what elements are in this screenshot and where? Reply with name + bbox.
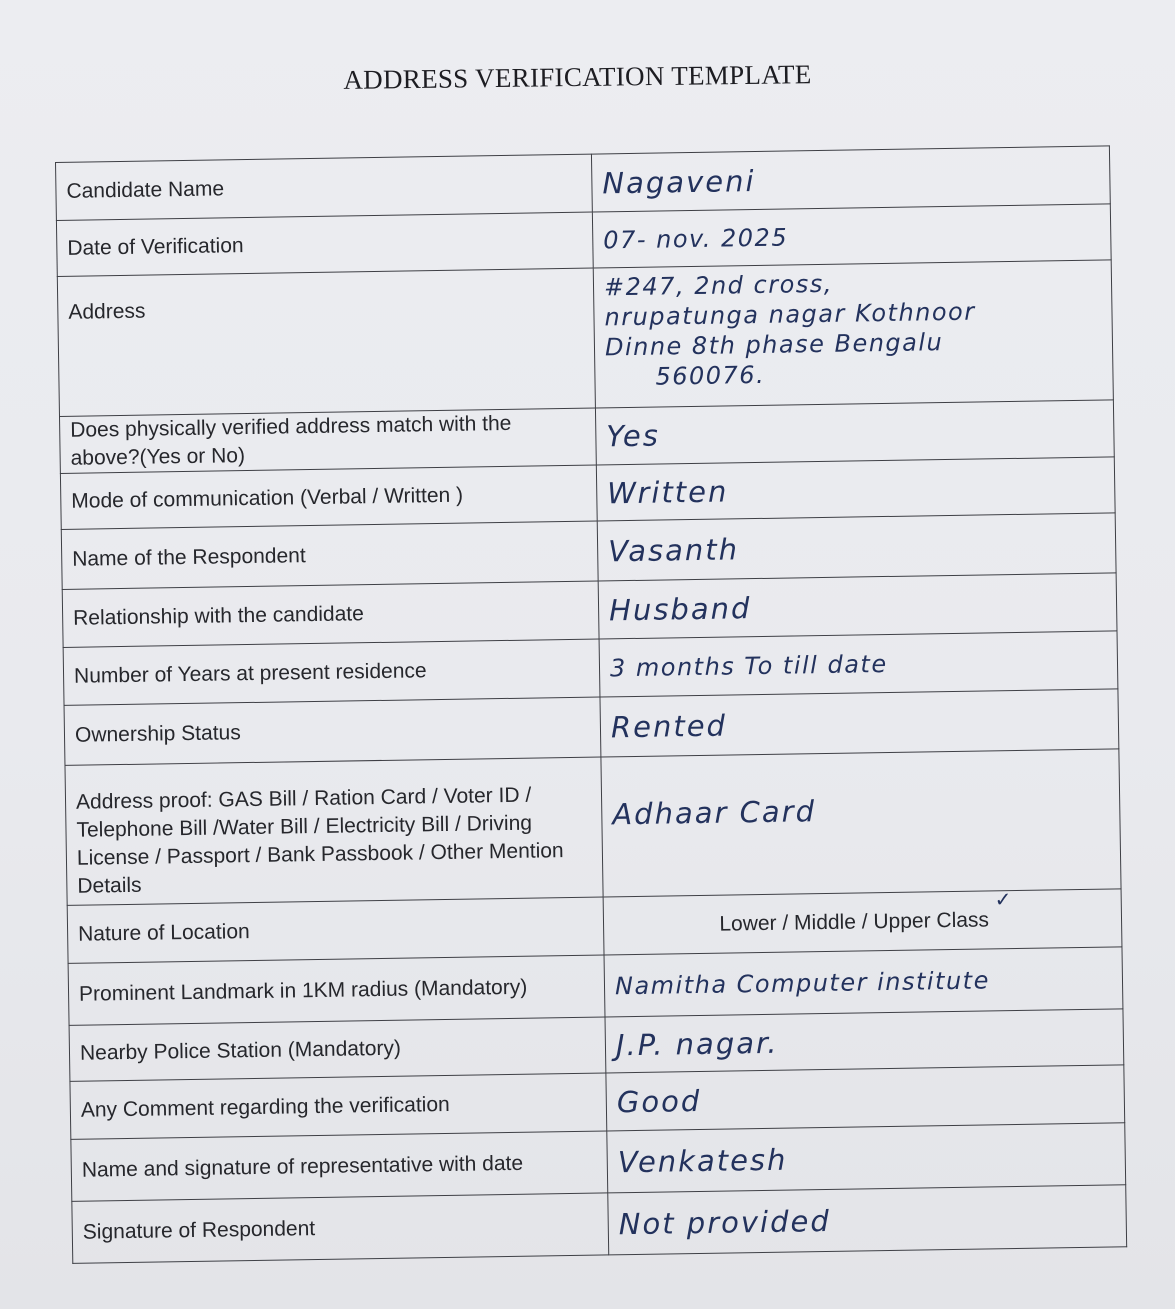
row-value: Namitha Computer institute xyxy=(604,947,1123,1017)
row-value: Written xyxy=(596,457,1115,521)
checkmark-icon: ✓ xyxy=(994,888,1012,911)
row-value-address xyxy=(593,260,1113,408)
row-label: Signature of Respondent xyxy=(72,1193,609,1263)
row-label: Nearby Police Station (Mandatory) xyxy=(69,1017,606,1081)
document-title: ADDRESS VERIFICATION TEMPLATE xyxy=(343,59,812,95)
row-label: Nature of Location xyxy=(67,897,604,963)
address-line: nrupatunga nagar Kothnoor xyxy=(604,297,976,332)
address-line: 560076. xyxy=(655,360,766,391)
row-label: Does physically verified address match with the above?(Yes or No) xyxy=(59,408,596,473)
row-label: Date of Verification xyxy=(56,212,593,276)
row-value: Husband xyxy=(598,573,1117,639)
row-label: Ownership Status xyxy=(64,697,601,765)
row-value: 3 months To till date xyxy=(599,631,1118,697)
row-label: Address xyxy=(57,268,595,416)
row-value: 07- nov. 2025 xyxy=(592,204,1111,268)
row-value-location-options xyxy=(603,889,1122,955)
row-label: Prominent Landmark in 1KM radius (Mandatory) xyxy=(68,955,605,1025)
row-label: Number of Years at present residence xyxy=(63,639,600,705)
row-value: Rented xyxy=(600,689,1119,757)
address-line: Dinne 8th phase Bengalu xyxy=(604,328,944,362)
row-value: Vasanth xyxy=(597,513,1116,581)
form-row-address xyxy=(57,260,1113,417)
verification-form-table xyxy=(55,145,1127,1263)
row-label: Mode of communication (Verbal / Written ) xyxy=(60,465,597,529)
row-label: Name and signature of representative with date xyxy=(71,1131,608,1201)
row-value: Nagaveni xyxy=(591,146,1110,212)
row-label: Address proof: GAS Bill / Ration Card / Voter ID / Telephone Bill /Water Bill / Electricity Bill / Driving License / Passport / Bank Passbook / Other Mention Details xyxy=(65,757,603,905)
form-row-address-proof xyxy=(65,749,1121,906)
row-value: Yes xyxy=(595,400,1114,465)
row-value: Good xyxy=(606,1065,1125,1131)
row-value: Venkatesh xyxy=(607,1123,1126,1193)
row-label: Any Comment regarding the verification xyxy=(70,1073,607,1139)
row-label: Name of the Respondent xyxy=(61,521,598,589)
address-line: #247, 2nd cross, xyxy=(603,269,834,302)
row-label: Relationship with the candidate xyxy=(62,581,599,647)
row-label: Candidate Name xyxy=(56,154,593,220)
row-value: Adhaar Card xyxy=(601,749,1121,897)
location-options: Lower / Middle / Upper Class xyxy=(719,907,990,936)
row-value: J.P. nagar. xyxy=(605,1009,1124,1073)
row-value: Not provided xyxy=(608,1185,1127,1255)
